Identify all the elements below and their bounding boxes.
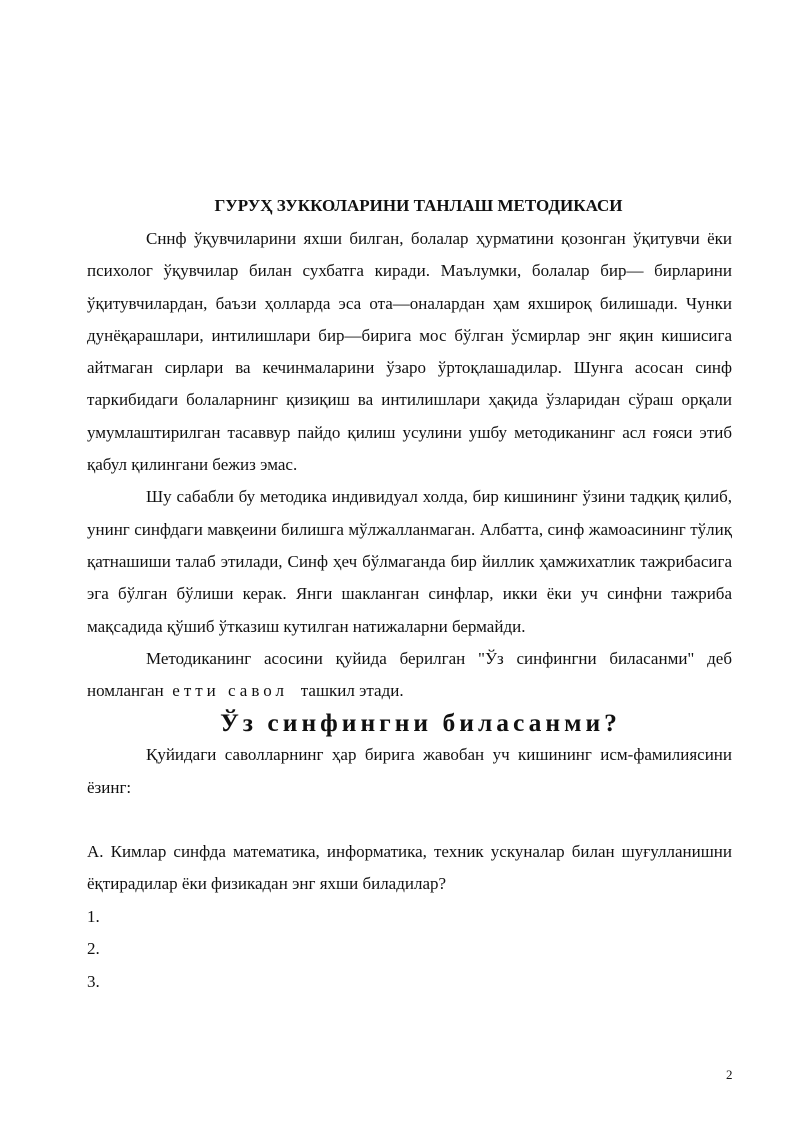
question-a: А. Кимлар синфда математика, информатика, техник ускуналар билан шуғулланишни ёқтирадилар ёки физикадан энг яхши биладилар? <box>87 842 732 894</box>
method-paragraph <box>87 643 732 708</box>
answer-line-2: 2. <box>87 939 100 959</box>
document-body <box>87 189 732 998</box>
method-intro-text: Методиканинг асосини қуйида берилган "Ўз синфингни биласанми" деб номланган <box>87 648 732 701</box>
method-end-text: ташкил этади. <box>300 681 404 701</box>
answer-line-3: 3. <box>87 971 100 991</box>
page-number: 2 <box>726 1067 733 1082</box>
document-title: ГУРУҲ ЗУККОЛАРИНИ ТАНЛАШ МЕТОДИКАСИ <box>214 196 623 215</box>
answer-line-1: 1. <box>87 906 100 926</box>
blank-line <box>87 804 732 836</box>
paragraph-1: Сннф ўқувчиларини яхши билган, болалар ҳурматини қозонган ўқитувчи ёки психолог ўқувчилар билан сухбатга киради. Маълумки, болалар бир— бирларини ўқитувчилардан, баъзи ҳолларда эса ота—оналардан ҳам яхшироқ билишади. Чунки дунёқарашлари, интилишлари бир—бирига мос бўлган ўсмирлар энг яқин кишисига айтмаган сирлари ва кечинмаларини ўзаро ўртоқлашадилар. Шунга асосан синф таркибидаги болаларнинг қизиқиш ва интилишлари ҳақида ўзларидан сўраш орқали умумлаштирилган тасаввур пайдо қилиш усулини ушбу методиканинг асл ғояси этиб қабул қилингани бежиз эмас. <box>87 229 732 475</box>
questionnaire-title: Ўз синфингни биласанми? <box>220 708 621 738</box>
paragraph-2: Шу сабабли бу методика индивидуал холда, бир кишининг ўзини тадқиқ қилиб, унинг синфдаги мавқеини билишга мўлжалланмаган. Албатта, синф жамоасининг тўлиқ қатнашиши талаб этилади, Синф ҳеч бўлмаганда бир йиллик ҳамжихатлик тажрибасига эга бўлган бўлиши керак. Янги шакланган синфлар, икки ёки уч синфни тажриба мақсадида қўшиб ўтказиш кутилган натижаларни бермайди. <box>87 487 732 636</box>
seven-questions-text: етти савол <box>172 681 289 701</box>
instruction-paragraph: Қуйидаги саволларнинг ҳар бирига жавобан уч кишининг исм-фамилиясини ёзинг: <box>87 745 732 797</box>
